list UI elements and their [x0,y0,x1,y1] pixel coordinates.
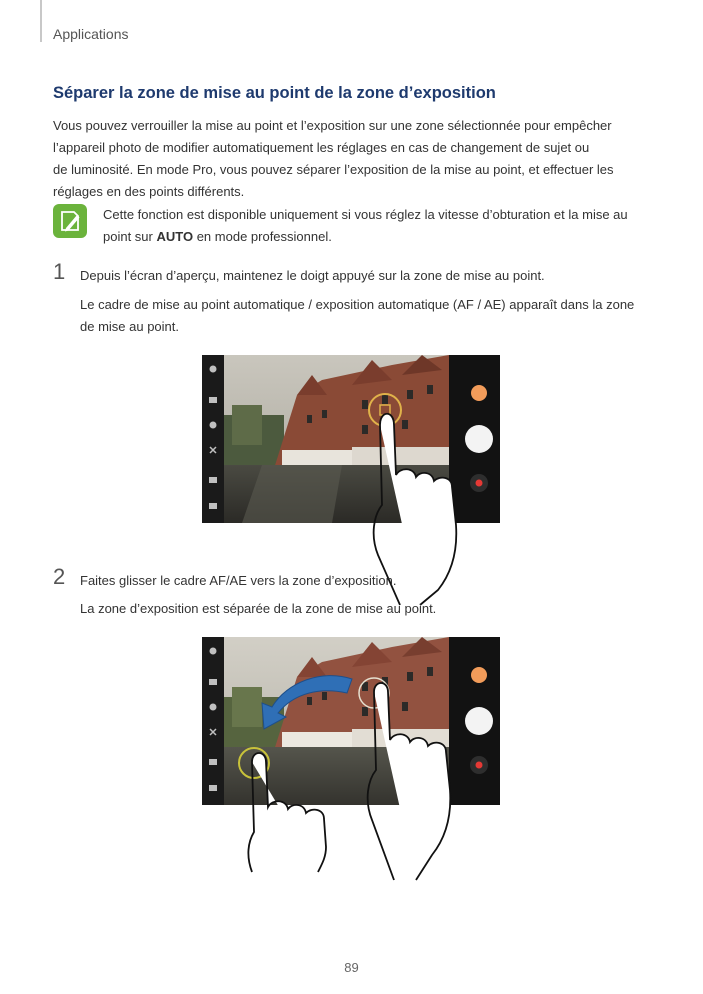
note-line-2-end: en mode professionnel. [193,229,332,244]
step-1-line: de mise au point. [80,319,180,334]
note-text [103,204,653,248]
hand-gesture-2a [360,680,470,880]
page-number: 89 [344,960,359,975]
intro-line: réglages en des points différents. [53,184,245,199]
page-header: Applications [53,26,129,42]
intro-line: de luminosité. En mode Pro, vous pouvez séparer l’exposition de la mise au point, et effectuer les [53,162,614,177]
step-2-number: 2 [53,564,66,589]
section-title: Séparer la zone de mise au point de la zone d’exposition [53,84,496,102]
step-1-number: 1 [53,259,66,284]
step-1-text: Depuis l’écran d’aperçu, maintenez le doigt appuyé sur la zone de mise au point. [80,268,545,283]
intro-line: Vous pouvez verrouiller la mise au point et l’exposition sur une zone sélectionnée pour empêcher [53,118,612,133]
intro-paragraph [53,115,643,203]
note-auto-keyword: AUTO [156,229,194,244]
step-2-line: La zone d’exposition est séparée de la zone de mise au point. [80,601,437,616]
step-1-line: Le cadre de mise au point automatique / exposition automatique (AF / AE) apparaît dans la zone [80,297,635,312]
intro-line: l’appareil photo de modifier automatiquement les réglages en cas de changement de sujet ou [53,140,590,155]
note-pencil-icon [53,204,87,238]
hand-gesture-2b [238,752,348,872]
step-1-description [80,294,655,338]
step-2-text: Faites glisser le cadre AF/AE vers la zone d’exposition. [80,573,397,588]
note-line-2-start: point sur [103,229,157,244]
header-rule [40,0,42,42]
note-line-1: Cette fonction est disponible uniquement si vous réglez la vitesse d’obturation et la mise au [103,207,628,222]
step-2-description [80,598,655,620]
